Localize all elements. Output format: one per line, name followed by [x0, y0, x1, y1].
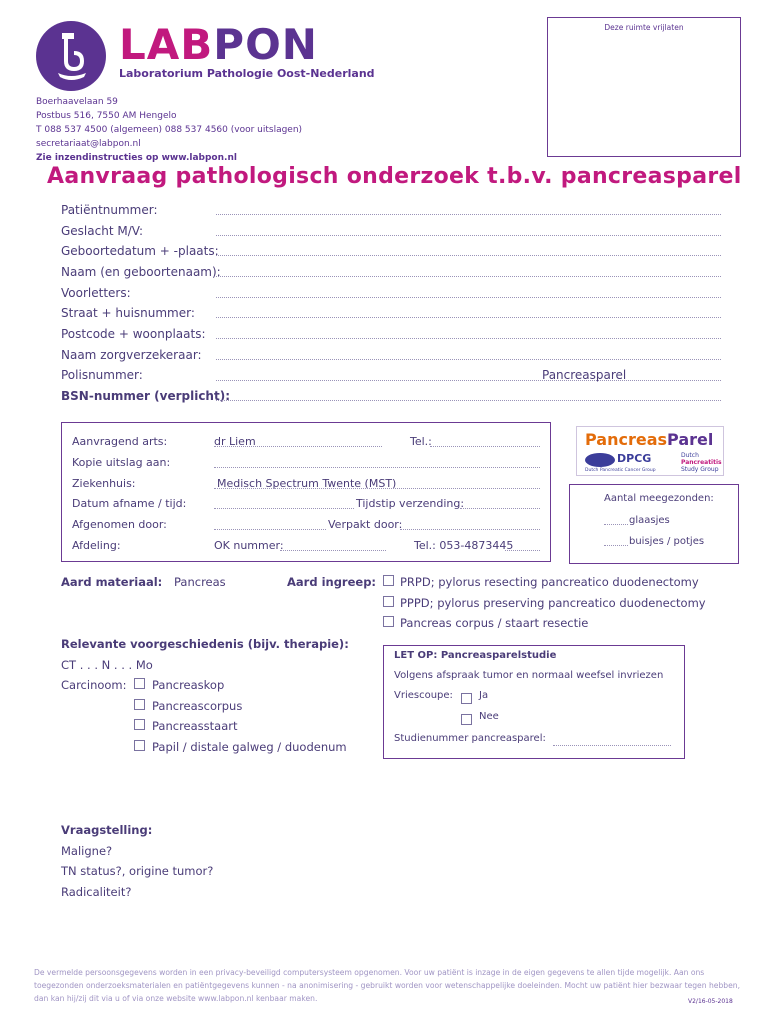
history-heading: Relevante voorgeschiedenis (bijv. therapie):	[61, 637, 349, 651]
ingreep-pppd-label: PPPD; pylorus preserving pancreatico duodenectomy	[400, 596, 706, 610]
logo-wordmark	[119, 22, 318, 68]
datum-afname-label: Datum afname / tijd:	[72, 497, 187, 510]
pp-dpcg-small: Dutch Pancreatic Cancer Group	[585, 468, 656, 473]
pp-title	[585, 430, 713, 449]
ingreep-prpd-checkbox[interactable]	[383, 575, 394, 586]
tel-afdeling-input[interactable]	[505, 550, 540, 551]
address-line: Postbus 516, 7550 AM Hengelo	[36, 111, 177, 121]
field-label-bsn: BSN-nummer (verplicht):	[61, 389, 230, 403]
pp-pw-main: Pancreatitis	[681, 459, 722, 466]
carcinoom-pancreascorpus-label: Pancreascorpus	[152, 699, 243, 713]
carcinoom-pancreasstaart-label: Pancreasstaart	[152, 719, 238, 733]
pp-dpcg: DPCG	[617, 452, 652, 465]
privacy-box-label: Deze ruimte vrijlaten	[604, 23, 684, 32]
letop-heading: LET OP: Pancreasparelstudie	[394, 650, 557, 661]
field-label-geboortedatum: Geboortedatum + -plaats:	[61, 244, 219, 258]
ingreep-corpus-label: Pancreas corpus / staart resectie	[400, 616, 589, 630]
kopie-input[interactable]	[214, 467, 540, 468]
ctnm-line: CT . . . N . . . Mo	[61, 658, 153, 672]
field-input-zorgverzekeraar[interactable]	[216, 359, 721, 360]
pp-title-parel: Parel	[667, 430, 714, 449]
address-line: Boerhaavelaan 59	[36, 97, 118, 107]
field-label-naam: Naam (en geboortenaam):	[61, 265, 221, 279]
address-email: secretariaat@labpon.nl	[36, 139, 141, 149]
address-website: Zie inzendinstructies op www.labpon.nl	[36, 153, 237, 163]
vriescoupe-ja-checkbox[interactable]	[461, 693, 472, 704]
field-input-bsn[interactable]	[216, 400, 721, 401]
logo-subtitle: Laboratorium Pathologie Oost-Nederland	[119, 67, 375, 80]
field-label-patientnummer: Patiëntnummer:	[61, 203, 158, 217]
vraagstelling-line: Maligne?	[61, 844, 113, 858]
tijdstip-input[interactable]	[460, 508, 540, 509]
aanvragend-arts-label: Aanvragend arts:	[72, 435, 168, 448]
field-label-zorgverzekeraar: Naam zorgverzekeraar:	[61, 348, 202, 362]
vriescoupe-label: Vriescoupe:	[394, 690, 453, 701]
tel-label: Tel.:	[410, 435, 432, 448]
buisjes-label: buisjes / potjes	[629, 536, 705, 547]
field-input-patientnummer[interactable]	[216, 214, 721, 215]
carcinoom-label: Carcinoom:	[61, 678, 127, 692]
field-input-geslacht[interactable]	[216, 235, 721, 236]
carcinoom-pancreaskop-label: Pancreaskop	[152, 678, 225, 692]
logo-pon: PON	[213, 20, 318, 69]
carcinoom-pancreascorpus-checkbox[interactable]	[134, 699, 145, 710]
tel-input[interactable]	[430, 446, 540, 447]
pp-pw-top: Dutch	[681, 452, 699, 459]
tijdstip-label: Tijdstip verzending:	[356, 497, 465, 510]
aard-materiaal-label: Aard materiaal:	[61, 575, 163, 589]
vraagstelling-line: Radicaliteit?	[61, 885, 132, 899]
ok-nummer-input[interactable]	[280, 550, 386, 551]
field-label-voorletters: Voorletters:	[61, 286, 131, 300]
studienummer-label: Studienummer pancreasparel:	[394, 733, 546, 744]
kopie-label: Kopie uitslag aan:	[72, 456, 171, 469]
studienummer-input[interactable]	[553, 745, 671, 746]
verpakt-label: Verpakt door:	[328, 518, 403, 531]
logo-lab: LAB	[119, 20, 214, 69]
vraagstelling-heading: Vraagstelling:	[61, 823, 153, 837]
field-label-polisnummer: Polisnummer:	[61, 368, 143, 382]
ziekenhuis-value: Medisch Spectrum Twente (MST)	[217, 477, 397, 490]
ziekenhuis-input[interactable]	[214, 488, 540, 489]
glaasjes-input[interactable]	[604, 524, 628, 525]
field-label-geslacht: Geslacht M/V:	[61, 224, 144, 238]
carcinoom-papil-checkbox[interactable]	[134, 740, 145, 751]
ingreep-prpd-label: PRPD; pylorus resecting pancreatico duodenectomy	[400, 575, 699, 589]
privacy-footer: De vermelde persoonsgegevens worden in een privacy-beveiligd computersysteem opgenomen. Voor uw patiënt is inzage in de eigen gegevens te allen tijde mogelijk. Aan ons toegezonden onderzoeksmaterialen en patiëntgegevens kunnen - na anonimisering - gebruikt worden voor wetenschappelijke doeleinden. Mocht uw patiënt hier bezwaar tegen hebben, dan kan hij/zij dit via u of via onze website www.labpon.nl kenbaar maken.	[34, 968, 740, 1003]
labpon-logo-icon	[36, 21, 106, 91]
pp-pw-bottom: Study Group	[681, 466, 719, 473]
field-input-straat[interactable]	[216, 317, 721, 318]
field-input-geboortedatum[interactable]	[216, 255, 721, 256]
field-input-polisnummer[interactable]	[216, 380, 721, 381]
vriescoupe-ja-label: Ja	[479, 690, 489, 701]
buisjes-input[interactable]	[604, 545, 628, 546]
verpakt-input[interactable]	[400, 529, 540, 530]
aard-ingreep-label: Aard ingreep:	[287, 575, 377, 589]
field-input-postcode[interactable]	[216, 338, 721, 339]
vriescoupe-nee-label: Nee	[479, 711, 499, 722]
pp-pancreatitis	[681, 452, 722, 473]
dpcg-logo-icon	[585, 453, 615, 467]
address-line: T 088 537 4500 (algemeen) 088 537 4560 (voor uitslagen)	[36, 125, 303, 135]
ok-nummer-label: OK nummer:	[214, 539, 284, 552]
ziekenhuis-label: Ziekenhuis:	[72, 477, 136, 490]
field-label-postcode: Postcode + woonplaats:	[61, 327, 206, 341]
aard-materiaal-value: Pancreas	[174, 575, 226, 589]
pp-title-pancreas: Pancreas	[585, 430, 668, 449]
afgenomen-input[interactable]	[214, 529, 326, 530]
ingreep-corpus-checkbox[interactable]	[383, 616, 394, 627]
aanvragend-arts-value: dr Liem	[214, 435, 256, 448]
letop-line: Volgens afspraak tumor en normaal weefsel invriezen	[394, 670, 664, 681]
carcinoom-pancreasstaart-checkbox[interactable]	[134, 719, 145, 730]
field-input-voorletters[interactable]	[216, 297, 721, 298]
field-input-naam[interactable]	[216, 276, 721, 277]
afgenomen-label: Afgenomen door:	[72, 518, 167, 531]
count-box-title: Aantal meegezonden:	[604, 493, 714, 504]
aanvragend-arts-input[interactable]	[214, 446, 382, 447]
carcinoom-pancreaskop-checkbox[interactable]	[134, 678, 145, 689]
glaasjes-label: glaasjes	[629, 515, 670, 526]
tel-afdeling: Tel.: 053-4873445	[414, 539, 514, 552]
datum-afname-input[interactable]	[214, 508, 354, 509]
ingreep-pppd-checkbox[interactable]	[383, 596, 394, 607]
pancreasparel-logo	[576, 426, 724, 476]
version-label: V2/16-05-2018	[688, 998, 733, 1005]
field-value-polisnummer: Pancreasparel	[542, 368, 627, 382]
field-label-straat: Straat + huisnummer:	[61, 306, 195, 320]
afdeling-label: Afdeling:	[72, 539, 121, 552]
carcinoom-papil-label: Papil / distale galweg / duodenum	[152, 740, 347, 754]
page-title: Aanvraag pathologisch onderzoek t.b.v. pancreasparel	[47, 164, 742, 189]
vraagstelling-line: TN status?, origine tumor?	[61, 864, 214, 878]
vriescoupe-nee-checkbox[interactable]	[461, 714, 472, 725]
privacy-box	[547, 17, 741, 157]
